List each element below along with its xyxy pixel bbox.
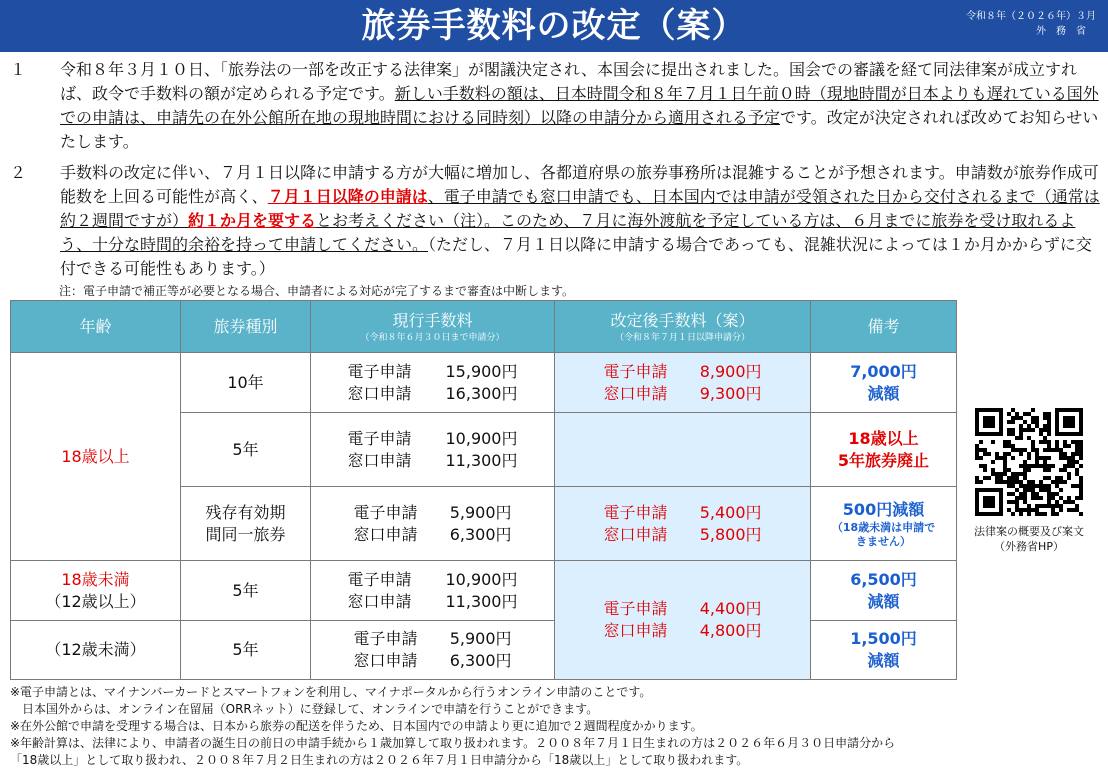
- paragraph-body: [60, 58, 1100, 154]
- counter-label: 窓口申請: [353, 651, 418, 670]
- fee-line: [311, 502, 554, 524]
- fee-amount: 10,900円: [445, 569, 518, 589]
- fee-line: [311, 591, 554, 613]
- fee-line: [311, 524, 554, 546]
- remark-text: 5年旅券廃止: [837, 450, 930, 470]
- revised-fee-cell-empty: [555, 413, 811, 487]
- remark-text: 減額: [867, 591, 900, 611]
- type-remaining-validity: [181, 487, 311, 561]
- footnote: 日本国外からは、オンライン在留届（ORRネット）に登録して、オンラインで申請を行うことができます。: [10, 702, 599, 716]
- fee-amount: 6,300円: [449, 524, 512, 544]
- fee-amount: 4,400円: [699, 599, 762, 618]
- fee-amount: 4,800円: [699, 621, 762, 640]
- para2-underlined-2: とお考えください（注）。このため、７月に海外渡航を予定している方は、６月までに旅券を受け取れるよう、十分な時間的余裕を持って申請してください。: [60, 211, 1076, 254]
- remarks-cell: [811, 561, 957, 621]
- footnote: ※年齢計算は、法律により、申請者の誕生日の前日の申請手続から１歳加算して取り扱われます。２００８年７月１日生まれの方は２０２６年６月３０日申請分から: [10, 736, 896, 750]
- qr-caption: [958, 524, 1100, 554]
- counter-label: 窓口申請: [347, 591, 412, 611]
- fee-line: [555, 598, 810, 620]
- revised-fee-period: （令和８年７月１日以降申請分）: [614, 332, 750, 343]
- para2-text: 手数料の改定に伴い、７月１日以降に申請する方が大幅に増加し、各都道府県の旅券事務所は混雑することが予想されます。申請数が旅券作成可能数を上回る可能性が高く、: [60, 163, 1099, 206]
- fee-line: [311, 450, 554, 472]
- remark-amount: 6,500円: [850, 569, 917, 589]
- footnote: ※在外公館で申請を受理する場合は、日本から旅券の配送を伴うため、日本国内での申請より更に追加で２週間程度かかります。: [10, 719, 703, 733]
- footnotes: [10, 684, 1105, 769]
- remark-text: 減額: [867, 651, 900, 670]
- table-row: [11, 353, 957, 413]
- processing-note: 注：電子申請で補正等が必要となる場合、申請者による対応が完了するまで審査は中断します。: [59, 284, 575, 298]
- online-label: 電子申請: [347, 428, 412, 448]
- qr-code[interactable]: [975, 408, 1083, 516]
- fee-amount: 16,300円: [445, 383, 518, 403]
- para2-red-highlight-2: 約１か月を要する: [188, 211, 317, 230]
- counter-label: 窓口申請: [603, 383, 668, 403]
- header-current-fee: [311, 301, 555, 353]
- online-label: 電子申請: [603, 502, 668, 522]
- para1-underlined: 新しい手数料の額は、日本時間令和８年７月１日午前０時（現地時間が日本よりも遅れている国外での申請は、申請先の在外公館所在地の現地時間における同時刻）以降の申請分から適用される予定: [60, 84, 1099, 127]
- fee-amount: 5,800円: [699, 524, 762, 544]
- fee-amount: 5,400円: [699, 502, 762, 522]
- issuer-date: [946, 9, 1096, 39]
- remark-subtext: きません）: [856, 534, 911, 548]
- paragraph-number: ２: [10, 163, 27, 182]
- revised-fee-cell: [555, 353, 811, 413]
- type-5-year: 5年: [181, 561, 311, 621]
- type-5-year: 5年: [181, 621, 311, 680]
- online-label: 電子申請: [347, 361, 412, 381]
- fee-amount: 9,300円: [699, 383, 762, 403]
- title-banner: [0, 0, 1108, 52]
- header-passport-type: 旅券種別: [181, 301, 311, 353]
- fee-line: [311, 650, 554, 672]
- online-label: 電子申請: [603, 599, 668, 618]
- fee-amount: 8,900円: [699, 361, 762, 381]
- remark-amount: 7,000円: [850, 361, 917, 381]
- online-label: 電子申請: [347, 569, 412, 589]
- para1-text-end: です。改定が決定されれば改めてお知らせいたします。: [60, 108, 1099, 151]
- para2-red-highlight: ７月１日以降の申請は: [267, 187, 428, 206]
- fee-amount: 15,900円: [445, 361, 518, 381]
- header-age: 年齢: [11, 301, 181, 353]
- revised-fee-label: 改定後手数料（案）: [610, 310, 755, 330]
- fee-line: [555, 524, 810, 546]
- counter-label: 窓口申請: [603, 621, 668, 640]
- fee-line: [311, 383, 554, 405]
- table-row: [11, 561, 957, 621]
- fee-amount: 10,900円: [445, 428, 518, 448]
- fee-line: [555, 502, 810, 524]
- fee-amount: 11,300円: [445, 450, 518, 470]
- fee-amount: 5,900円: [449, 629, 512, 648]
- fee-amount: 11,300円: [445, 591, 518, 611]
- age-adult: 18歳以上: [11, 353, 181, 561]
- counter-label: 窓口申請: [347, 450, 412, 470]
- fee-amount: 5,900円: [449, 502, 512, 522]
- fee-line: [311, 428, 554, 450]
- fee-table: [10, 300, 957, 680]
- current-fee-cell: [311, 413, 555, 487]
- page-title: 旅券手数料の改定（案）: [361, 6, 747, 46]
- header-revised-fee: [555, 301, 811, 353]
- para1-text: 令和８年３月１０日、「旅券法の一部を改正する法律案」が閣議決定され、本国会に提出されました。国会での審議を経て同法律案が成立すれば、政令で手数料の額が定められる予定です。: [60, 60, 1077, 103]
- remark-text: 減額: [867, 383, 900, 403]
- type-text: 間同一旅券: [205, 524, 286, 544]
- age-child: （12歳未満）: [11, 621, 181, 680]
- fee-amount: 6,300円: [449, 651, 512, 670]
- type-text: 残存有効期: [205, 502, 286, 522]
- current-fee-period: （令和８年６月３０日まで申請分）: [360, 332, 505, 343]
- para2-text-end: （ただし、７月１日以降に申請する場合であっても、混雑状況によっては１か月かからずに交付できる可能性もあります。）: [60, 235, 1092, 278]
- fee-line: [555, 361, 810, 383]
- qr-caption-line: （外務省HP）: [994, 540, 1064, 553]
- footnote: ※電子申請とは、マイナンバーカードとスマートフォンを利用し、マイナポータルから行うオンライン申請のことです。: [10, 685, 652, 699]
- fee-line: [311, 569, 554, 591]
- age-text: 18歳未満: [61, 569, 130, 589]
- online-label: 電子申請: [353, 629, 418, 648]
- online-label: 電子申請: [603, 361, 668, 381]
- current-fee-cell: [311, 621, 555, 680]
- fee-line: [555, 383, 810, 405]
- paragraph-body: [60, 161, 1100, 281]
- table-header-row: [11, 301, 957, 353]
- footnote: 「18歳以上」として取り扱われ、２００８年７月２日生まれの方は２０２６年７月１日申請分から「18歳以上」として取り扱われます。: [10, 753, 749, 767]
- revised-fee-cell: [555, 487, 811, 561]
- current-fee-cell: [311, 487, 555, 561]
- remark-amount: 500円減額: [842, 499, 925, 519]
- online-label: 電子申請: [353, 502, 418, 522]
- counter-label: 窓口申請: [603, 524, 668, 544]
- revised-fee-cell-under18: [555, 561, 811, 680]
- date-line: 令和８年（２０２６年）３月: [966, 11, 1096, 22]
- remarks-cell: [811, 621, 957, 680]
- remarks-cell: [811, 353, 957, 413]
- para2-underlined: 、電子申請でも窓口申請でも、日本国内では申請が受領された日から交付されるまで（通常は約２週間ですが）: [60, 187, 1100, 230]
- current-fee-label: 現行手数料: [392, 310, 473, 330]
- paragraph-number: １: [10, 60, 27, 79]
- age-minor: [11, 561, 181, 621]
- fee-line: [555, 620, 810, 642]
- remarks-cell: [811, 487, 957, 561]
- current-fee-cell: [311, 353, 555, 413]
- fee-line: [311, 628, 554, 650]
- type-10-year: 10年: [181, 353, 311, 413]
- age-text: （12歳以上）: [45, 591, 146, 611]
- current-fee-cell: [311, 561, 555, 621]
- fee-line: [311, 361, 554, 383]
- issuer-line: 外務省: [1036, 26, 1096, 37]
- remark-text: 18歳以上: [848, 428, 919, 448]
- header-remarks: 備考: [811, 301, 957, 353]
- type-5-year: 5年: [181, 413, 311, 487]
- qr-caption-line: 法律案の概要及び案文: [974, 525, 1084, 538]
- counter-label: 窓口申請: [347, 383, 412, 403]
- counter-label: 窓口申請: [353, 524, 418, 544]
- remark-subtext: （18歳未満は申請で: [831, 520, 936, 534]
- remark-amount: 1,500円: [850, 629, 917, 648]
- table-row: [11, 621, 957, 680]
- remarks-cell: [811, 413, 957, 487]
